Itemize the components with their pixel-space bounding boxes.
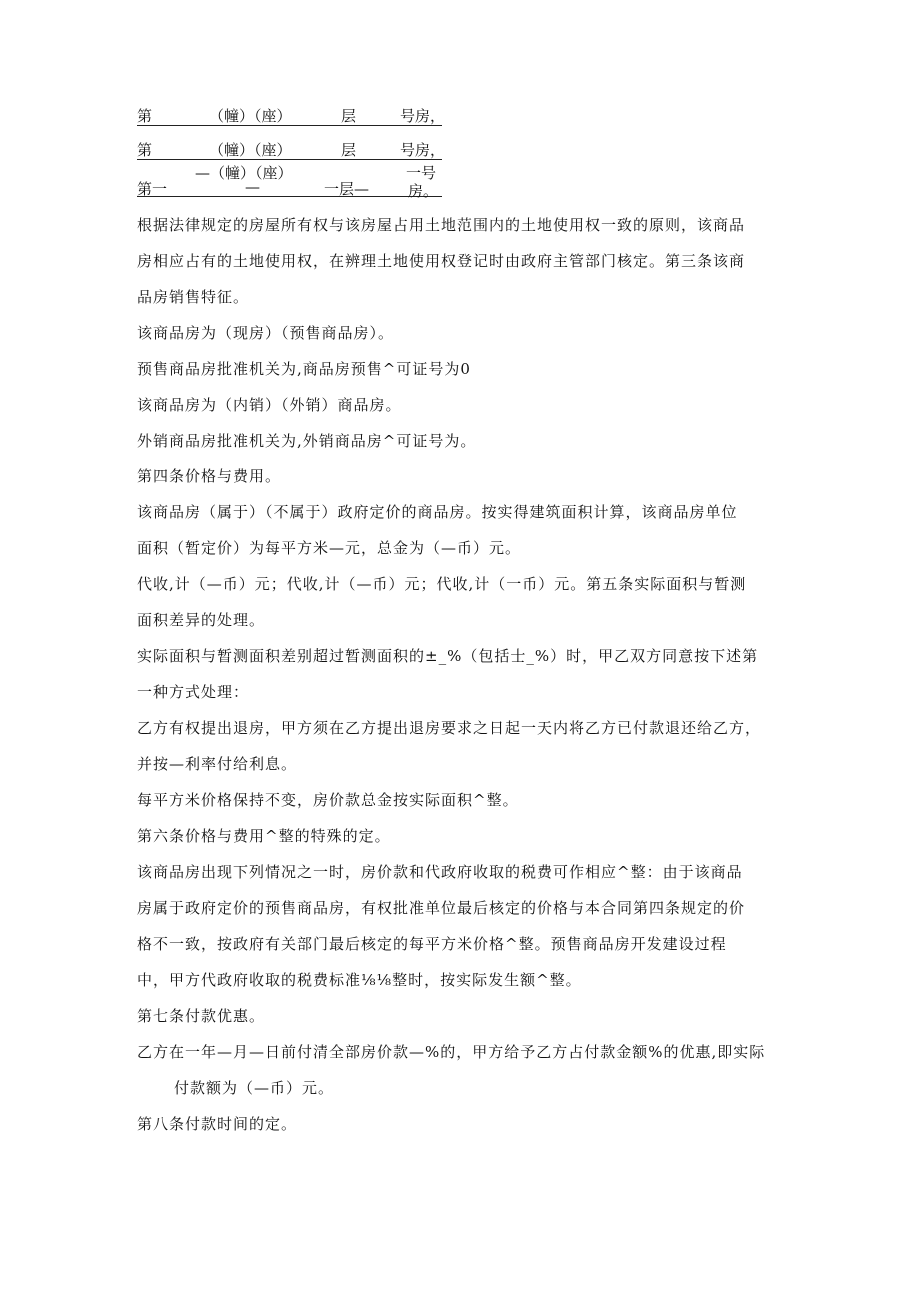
paragraph-line: 乙方在一年—月—日前付清全部房价款—%的，甲方给予乙方占付款金额%的优惠,即实际 <box>137 1043 766 1061</box>
room-line-2 <box>137 137 446 160</box>
paragraph-line: 房属于政府定价的预售商品房，有权批准单位最后核定的价格与本合同第四条规定的价 <box>137 899 746 917</box>
paragraph-line: 乙方有权提出退房，甲方须在乙方提出退房要求之日起一天内将乙方已付款退还给乙方， <box>137 719 762 737</box>
paragraph-line: 该商品房为（现房）（预售商品房）。 <box>137 324 395 342</box>
paragraph-line: 该商品房（属于）（不属于）政府定价的商品房。按实得建筑面积计算，该商品房单位 <box>137 503 738 521</box>
room-line-2-di: 第 <box>137 141 153 159</box>
room-line-3-building: —（幢）（座） <box>195 164 293 182</box>
paragraph-line: 该商品房为（内销）（外销）商品房。 <box>137 396 402 414</box>
room-line-1-floor: 层 <box>341 107 357 125</box>
paragraph-line: 根据法律规定的房屋所有权与该房屋占用土地范围内的土地使用权一致的原则，该商品 <box>137 216 746 234</box>
room-line-2-room: 号房， <box>400 141 446 159</box>
article-8-heading: 第八条付款时间的定。 <box>137 1115 298 1133</box>
room-line-1-building: （幢）（座） <box>209 107 292 125</box>
paragraph-line: 并按—利率付给利息。 <box>137 755 298 773</box>
article-4-heading: 第四条价格与费用。 <box>137 467 282 485</box>
paragraph-line: 预售商品房批准机关为,商品房预售^可证号为0 <box>137 360 471 378</box>
room-line-3-building-dash: — <box>245 178 260 196</box>
room-line-1 <box>137 103 446 126</box>
paragraph-line: 代收,计（—币）元；代收,计（—币）元；代收,计（一币）元。第五条实际面积与暂测 <box>137 575 747 593</box>
room-line-3-floor: 一层— <box>324 180 370 198</box>
article-6-heading: 第六条价格与费用^整的特殊的定。 <box>137 827 391 845</box>
room-line-3-room-suffix: 房。 <box>408 182 439 200</box>
paragraph-line: 一种方式处理： <box>137 683 250 701</box>
paragraph-line: 中，甲方代政府收取的税费标准⅛⅛整时，按实际发生额^整。 <box>137 971 582 989</box>
paragraph-line: 实际面积与暂测面积差别超过暂测面积的±_%（包括士_%）时，甲乙双方同意按下述第 <box>137 647 759 665</box>
room-line-3-room-number: 一号 <box>406 164 437 182</box>
paragraph-line: 该商品房出现下列情况之一时，房价款和代政府收取的税费可作相应^整：由于该商品 <box>137 863 743 881</box>
paragraph-line: 面积（暂定价）为每平方米—元，总金为（—币）元。 <box>137 539 522 557</box>
paragraph-line: 每平方米价格保持不变，房价款总金按实际面积^整。 <box>137 791 519 809</box>
paragraph-line: 格不一致，按政府有关部门最后核定的每平方米价格^整。预售商品房开发建设过程 <box>137 935 727 953</box>
paragraph-line: 付款额为（—币）元。 <box>174 1079 335 1097</box>
article-7-heading: 第七条付款优惠。 <box>137 1007 266 1025</box>
room-line-2-floor: 层 <box>341 141 357 159</box>
room-line-3-di: 第一 <box>137 180 168 198</box>
paragraph-line: 外销商品房批准机关为,外销商品房^可证号为。 <box>137 432 477 450</box>
paragraph-line: 品房销售特征。 <box>137 288 250 306</box>
room-line-1-di: 第 <box>137 107 153 125</box>
paragraph-line: 面积差异的处理。 <box>137 611 266 629</box>
room-line-2-building: （幢）（座） <box>209 141 292 159</box>
paragraph-line: 房相应占有的土地使用权，在辨理土地使用权登记时由政府主管部门核定。第三条该商 <box>137 252 746 270</box>
room-line-3 <box>137 164 442 200</box>
room-line-1-room: 号房， <box>400 107 446 125</box>
